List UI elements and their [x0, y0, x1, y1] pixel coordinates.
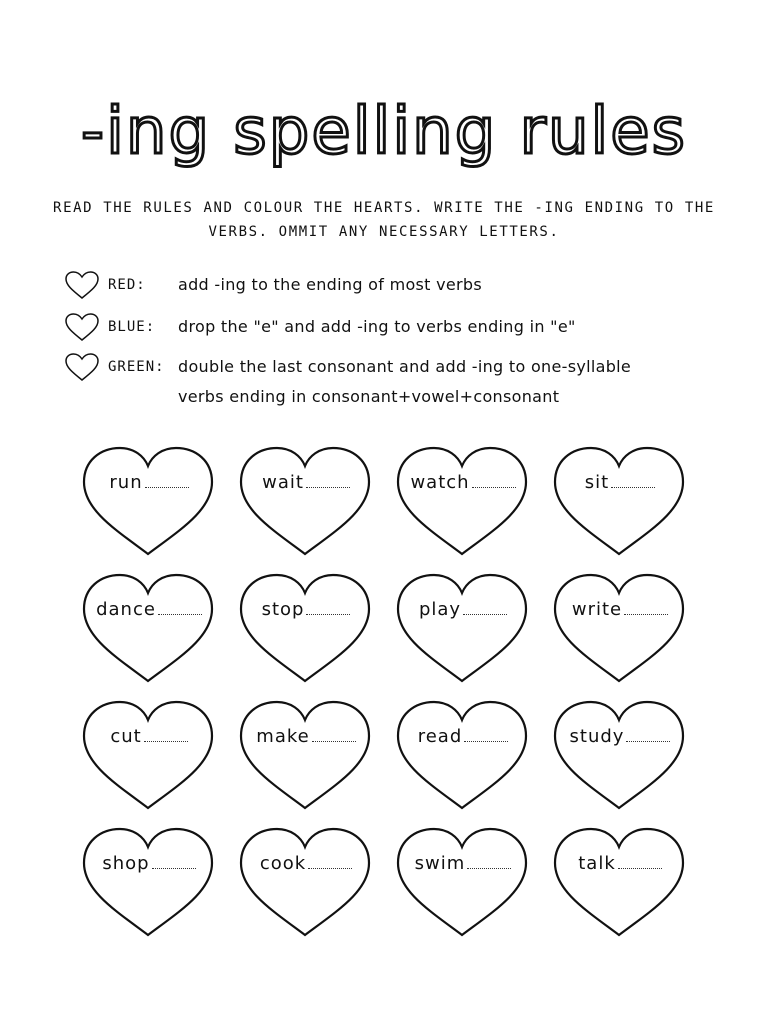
- verb-label: [92, 726, 206, 747]
- heart-verb-1[interactable]: [235, 444, 375, 558]
- verb-label: [92, 472, 206, 493]
- verb-text: wait: [262, 472, 304, 493]
- verb-text: make: [256, 726, 310, 747]
- verb-heart-grid: [78, 444, 690, 944]
- verb-text: cook: [259, 853, 307, 874]
- heart-outline-icon: [235, 444, 375, 558]
- answer-blank[interactable]: [152, 868, 196, 869]
- verb-text: write: [571, 599, 623, 620]
- answer-blank[interactable]: [464, 741, 508, 742]
- heart-outline-icon: [549, 698, 689, 812]
- answer-blank[interactable]: [144, 741, 188, 742]
- verb-label: [406, 472, 520, 493]
- verb-text: study: [569, 726, 625, 747]
- verb-text: talk: [578, 853, 616, 874]
- heart-outline-icon: [78, 571, 218, 685]
- verb-label: [563, 726, 677, 747]
- answer-blank[interactable]: [463, 614, 507, 615]
- heart-verb-2[interactable]: [392, 444, 532, 558]
- rule-label: GREEN:: [108, 359, 165, 375]
- heart-verb-0[interactable]: [78, 444, 218, 558]
- verb-text: swim: [414, 853, 466, 874]
- verb-label: [406, 599, 520, 620]
- verb-label: [563, 472, 677, 493]
- answer-blank[interactable]: [145, 487, 189, 488]
- instructions: READ THE RULES AND COLOUR THE HEARTS. WRITE THE -ING ENDING TO THE VERBS. OMMIT ANY NECESSARY LETTERS.: [53, 200, 715, 240]
- heart-verb-6[interactable]: [392, 571, 532, 685]
- heart-outline-icon: [549, 444, 689, 558]
- heart-verb-3[interactable]: [549, 444, 689, 558]
- heart-outline-icon: [392, 444, 532, 558]
- heart-outline-icon: [64, 270, 100, 300]
- answer-blank[interactable]: [472, 487, 516, 488]
- verb-label: [249, 599, 363, 620]
- verb-text: cut: [110, 726, 142, 747]
- page-title: -ing spelling rules: [81, 95, 687, 169]
- rule-red: [64, 270, 482, 300]
- answer-blank[interactable]: [312, 741, 356, 742]
- rule-blue: [64, 312, 576, 342]
- verb-text: play: [418, 599, 462, 620]
- rule-text: drop the "e" and add -ing to verbs ending in "e": [178, 317, 576, 336]
- verb-label: [249, 726, 363, 747]
- heart-verb-8[interactable]: [78, 698, 218, 812]
- verb-label: [249, 853, 363, 874]
- rule-label: BLUE:: [108, 319, 156, 335]
- answer-blank[interactable]: [611, 487, 655, 488]
- heart-verb-4[interactable]: [78, 571, 218, 685]
- heart-outline-icon: [235, 698, 375, 812]
- answer-blank[interactable]: [618, 868, 662, 869]
- answer-blank[interactable]: [306, 614, 350, 615]
- verb-text: read: [417, 726, 463, 747]
- verb-label: [92, 599, 206, 620]
- verb-text: shop: [102, 853, 150, 874]
- answer-blank[interactable]: [308, 868, 352, 869]
- heart-outline-icon: [235, 825, 375, 939]
- rule-text: add -ing to the ending of most verbs: [178, 275, 483, 294]
- verb-label: [406, 853, 520, 874]
- heart-outline-icon: [78, 698, 218, 812]
- heart-verb-13[interactable]: [235, 825, 375, 939]
- rule-text: double the last consonant and add -ing to one-syllable verbs ending in consonant+vowel+consonant: [178, 357, 632, 406]
- verb-label: [406, 726, 520, 747]
- verb-text: stop: [261, 599, 305, 620]
- answer-blank[interactable]: [624, 614, 668, 615]
- heart-verb-5[interactable]: [235, 571, 375, 685]
- heart-outline-icon: [392, 825, 532, 939]
- verb-text: watch: [410, 472, 470, 493]
- heart-outline-icon: [392, 698, 532, 812]
- title-area: [0, 92, 768, 172]
- heart-outline-icon: [78, 444, 218, 558]
- heart-verb-15[interactable]: [549, 825, 689, 939]
- heart-outline-icon: [78, 825, 218, 939]
- heart-outline-icon: [64, 312, 100, 342]
- heart-verb-7[interactable]: [549, 571, 689, 685]
- heart-outline-icon: [549, 571, 689, 685]
- answer-blank[interactable]: [306, 487, 350, 488]
- heart-outline-icon: [235, 571, 375, 685]
- heart-outline-icon: [392, 571, 532, 685]
- verb-label: [249, 472, 363, 493]
- answer-blank[interactable]: [158, 614, 202, 615]
- answer-blank[interactable]: [626, 741, 670, 742]
- heart-outline-icon: [549, 825, 689, 939]
- heart-outline-icon: [64, 352, 100, 382]
- verb-label: [563, 853, 677, 874]
- rule-green: [64, 352, 648, 412]
- heart-verb-14[interactable]: [392, 825, 532, 939]
- rule-label: RED:: [108, 277, 146, 293]
- heart-verb-12[interactable]: [78, 825, 218, 939]
- verb-text: sit: [584, 472, 610, 493]
- verb-text: run: [109, 472, 143, 493]
- heart-verb-11[interactable]: [549, 698, 689, 812]
- verb-label: [563, 599, 677, 620]
- heart-verb-10[interactable]: [392, 698, 532, 812]
- heart-verb-9[interactable]: [235, 698, 375, 812]
- answer-blank[interactable]: [467, 868, 511, 869]
- verb-text: dance: [96, 599, 156, 620]
- verb-label: [92, 853, 206, 874]
